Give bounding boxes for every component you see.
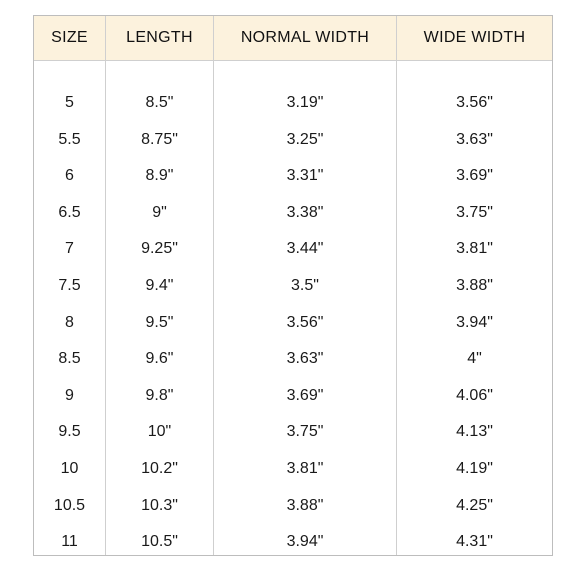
cell-size: 6.5 xyxy=(58,204,81,221)
cell-wide-width: 3.56" xyxy=(456,94,493,111)
cell-length: 10" xyxy=(147,423,172,440)
cell-normal-width: 3.44" xyxy=(286,240,324,257)
cell-wide-width: 3.88" xyxy=(456,277,493,294)
cell-wide-width: 4" xyxy=(467,350,482,367)
cell-wide-width: 4.25" xyxy=(456,497,493,514)
cell-size: 10 xyxy=(60,460,79,477)
table-header-row xyxy=(34,16,552,61)
cell-size: 7 xyxy=(65,240,74,257)
table-body xyxy=(34,73,552,555)
cell-normal-width: 3.88" xyxy=(286,497,324,514)
cell-length: 9.6" xyxy=(145,350,174,367)
header-normal-width: NORMAL WIDTH xyxy=(240,29,370,46)
cell-length: 9" xyxy=(152,204,167,221)
cell-size: 9.5 xyxy=(58,423,81,440)
cell-size: 8 xyxy=(65,314,74,331)
cell-size: 7.5 xyxy=(58,277,81,294)
cell-size: 9 xyxy=(65,387,74,404)
size-chart-table xyxy=(33,15,553,556)
cell-wide-width: 3.94" xyxy=(456,314,493,331)
cell-length: 10.3" xyxy=(141,497,178,514)
cell-normal-width: 3.19" xyxy=(286,94,324,111)
cell-length: 8.5" xyxy=(145,94,174,111)
cell-normal-width: 3.38" xyxy=(286,204,324,221)
cell-normal-width: 3.75" xyxy=(286,423,324,440)
cell-size: 8.5 xyxy=(58,350,81,367)
cell-length: 9.4" xyxy=(145,277,174,294)
cell-normal-width: 3.69" xyxy=(286,387,324,404)
cell-normal-width: 3.25" xyxy=(286,131,324,148)
cell-size: 5.5 xyxy=(58,131,81,148)
header-wide-width: WIDE WIDTH xyxy=(423,29,526,46)
cell-normal-width: 3.5" xyxy=(291,277,319,294)
cell-wide-width: 4.31" xyxy=(456,533,493,550)
cell-normal-width: 3.94" xyxy=(286,533,324,550)
header-length: LENGTH xyxy=(126,29,193,46)
cell-normal-width: 3.81" xyxy=(286,460,324,477)
header-size: SIZE xyxy=(51,29,88,46)
cell-size: 5 xyxy=(65,94,74,111)
cell-length: 8.75" xyxy=(141,131,178,148)
cell-length: 10.2" xyxy=(141,460,178,477)
cell-length: 9.8" xyxy=(145,387,174,404)
cell-length: 8.9" xyxy=(145,167,174,184)
header-spacer xyxy=(34,61,552,73)
cell-wide-width: 4.06" xyxy=(456,387,493,404)
cell-size: 6 xyxy=(65,167,74,184)
cell-size: 11 xyxy=(61,533,78,550)
cell-length: 9.5" xyxy=(145,314,174,331)
cell-wide-width: 3.63" xyxy=(456,131,493,148)
cell-wide-width: 4.13" xyxy=(456,423,493,440)
cell-normal-width: 3.31" xyxy=(286,167,324,184)
cell-wide-width: 4.19" xyxy=(456,460,493,477)
cell-wide-width: 3.69" xyxy=(456,167,493,184)
cell-wide-width: 3.75" xyxy=(456,204,493,221)
cell-length: 10.5" xyxy=(141,533,178,550)
cell-normal-width: 3.56" xyxy=(286,314,324,331)
cell-normal-width: 3.63" xyxy=(286,350,324,367)
cell-length: 9.25" xyxy=(141,240,178,257)
cell-wide-width: 3.81" xyxy=(456,240,493,257)
cell-size: 10.5 xyxy=(53,497,86,514)
